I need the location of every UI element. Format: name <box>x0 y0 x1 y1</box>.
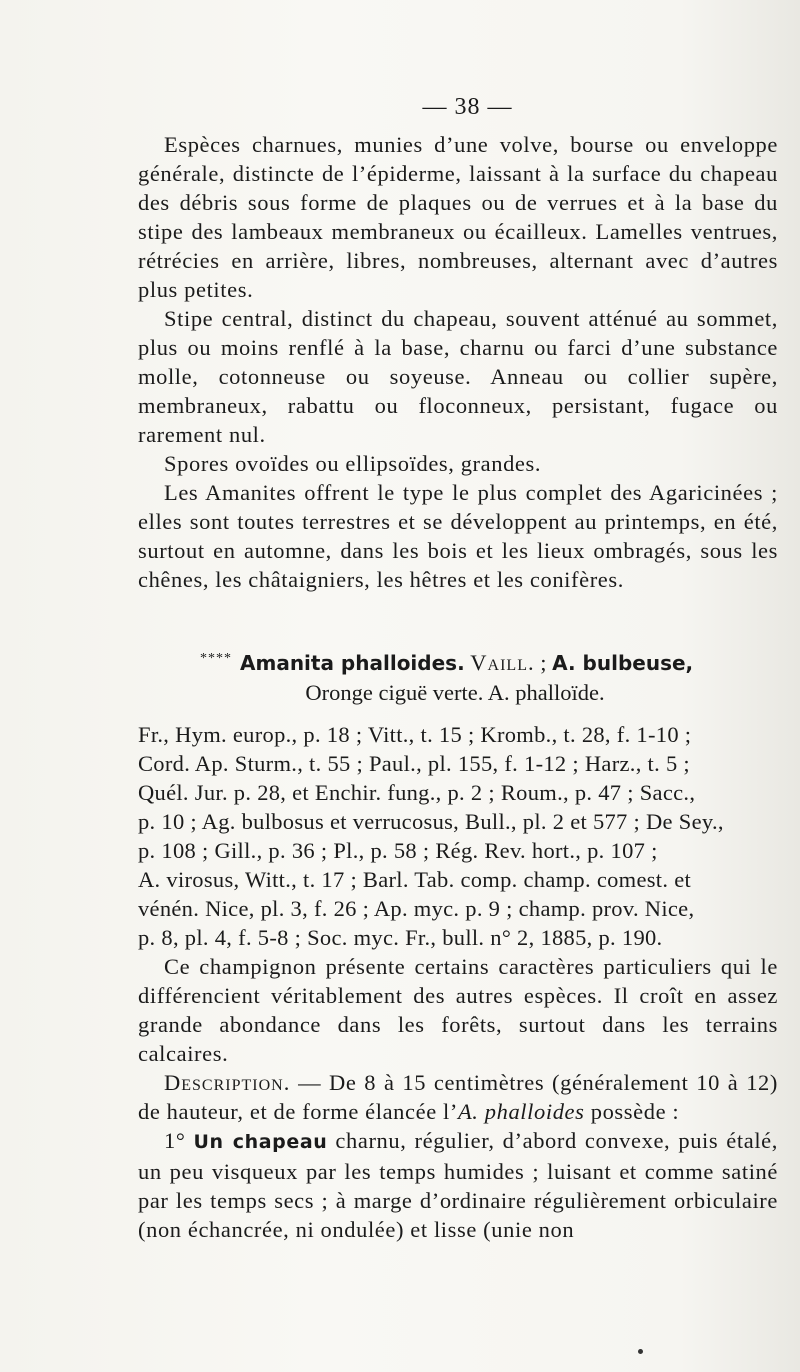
species-description <box>138 952 778 1244</box>
bibliographic-references <box>138 720 778 952</box>
ink-speck <box>638 1349 643 1354</box>
description-italic-name: A. phalloides <box>457 1099 585 1124</box>
heading-separator: ; <box>540 650 547 675</box>
description-text: — De 8 à 15 centimètres (généralement 10 à 12) de hauteur, et de forme élancée l’ <box>138 1070 778 1124</box>
paragraph-characteristics: Ce champignon présente certains caractères particuliers qui le différencient véritablement des autres espèces. Il croît en assez grande abondance dans les forêts, surtout dans les terrains calcaires. <box>138 954 778 1066</box>
description-label: Description. <box>164 1070 291 1095</box>
paragraph-stipe: Stipe central, distinct du chapeau, souvent atténué au sommet, plus ou moins renflé à la base, charnu ou farci d’une substance molle, cotonneuse ou soyeuse. Anneau ou collier supère, membraneux, rabattu ou floconneux, persistant, fugace ou rarement nul. <box>138 306 778 447</box>
reference-line: p. 8, pl. 4, f. 5-8 ; Soc. myc. Fr., bull. n° 2, 1885, p. 190. <box>138 925 663 950</box>
reference-line: p. 108 ; Gill., p. 36 ; Pl., p. 58 ; Rég. Rev. hort., p. 107 ; <box>138 838 658 863</box>
paragraph-amanites: Les Amanites offrent le type le plus complet des Agaricinées ; elles sont toutes terrestres et se développent au printemps, en été, surtout en automne, dans les bois et les lieux ombragés, sous les chênes, les châtaigniers, les hêtres et les conifères. <box>138 480 778 592</box>
reference-line: vénén. Nice, pl. 3, f. 26 ; Ap. myc. p. 9 ; champ. prov. Nice, <box>138 896 695 921</box>
genus-description <box>138 130 778 594</box>
paragraph-description <box>138 1068 778 1126</box>
reference-line: A. virosus, Witt., t. 17 ; Barl. Tab. comp. champ. comest. et <box>138 867 692 892</box>
page-number: — 38 — <box>422 94 513 120</box>
paragraph-volve: Espèces charnues, munies d’une volve, bourse ou enveloppe générale, distincte de l’épiderme, laissant à la surface du chapeau des débris sous forme de plaques ou de verrues et à la base du stipe des lambeaux membraneux ou écailleux. Lamelles ventrues, rétrécies en arrière, libres, nombreuses, alternant avec d’autres plus petites. <box>138 132 778 302</box>
chapeau-label: Un chapeau <box>193 1131 328 1153</box>
paragraph-spores: Spores ovoïdes ou ellipsoïdes, grandes. <box>164 451 542 476</box>
species-heading <box>200 644 730 708</box>
reference-line: Fr., Hym. europ., p. 18 ; Vitt., t. 15 ; Kromb., t. 28, f. 1-10 ; <box>138 722 692 747</box>
species-alt-name: A. bulbeuse, <box>552 651 694 675</box>
chapeau-text: charnu, régulier, d’abord convexe, puis étalé, un peu visqueux par les temps humides ; luisant et comme satiné par les temps secs ; à marge d’ordinaire régulièrement orbiculaire (non échancrée, ni ondulée) et lisse (unie non <box>138 1128 778 1242</box>
species-latin-name: Amanita phalloides. <box>240 651 465 675</box>
species-common-names: Oronge ciguë verte. A. phalloïde. <box>305 680 605 705</box>
paragraph-chapeau <box>138 1126 778 1244</box>
rarity-stars: **** <box>200 651 232 666</box>
description-text-end: possède : <box>584 1099 680 1124</box>
reference-line: Quél. Jur. p. 28, et Enchir. fung., p. 2 ; Roum., p. 47 ; Sacc., <box>138 780 696 805</box>
reference-line: p. 10 ; Ag. bulbosus et verrucosus, Bull., pl. 2 et 577 ; De Sey., <box>138 809 724 834</box>
species-author: Vaill. <box>470 650 535 675</box>
chapeau-number: 1° <box>164 1128 194 1153</box>
reference-line: Cord. Ap. Sturm., t. 55 ; Paul., pl. 155, f. 1-12 ; Harz., t. 5 ; <box>138 751 690 776</box>
